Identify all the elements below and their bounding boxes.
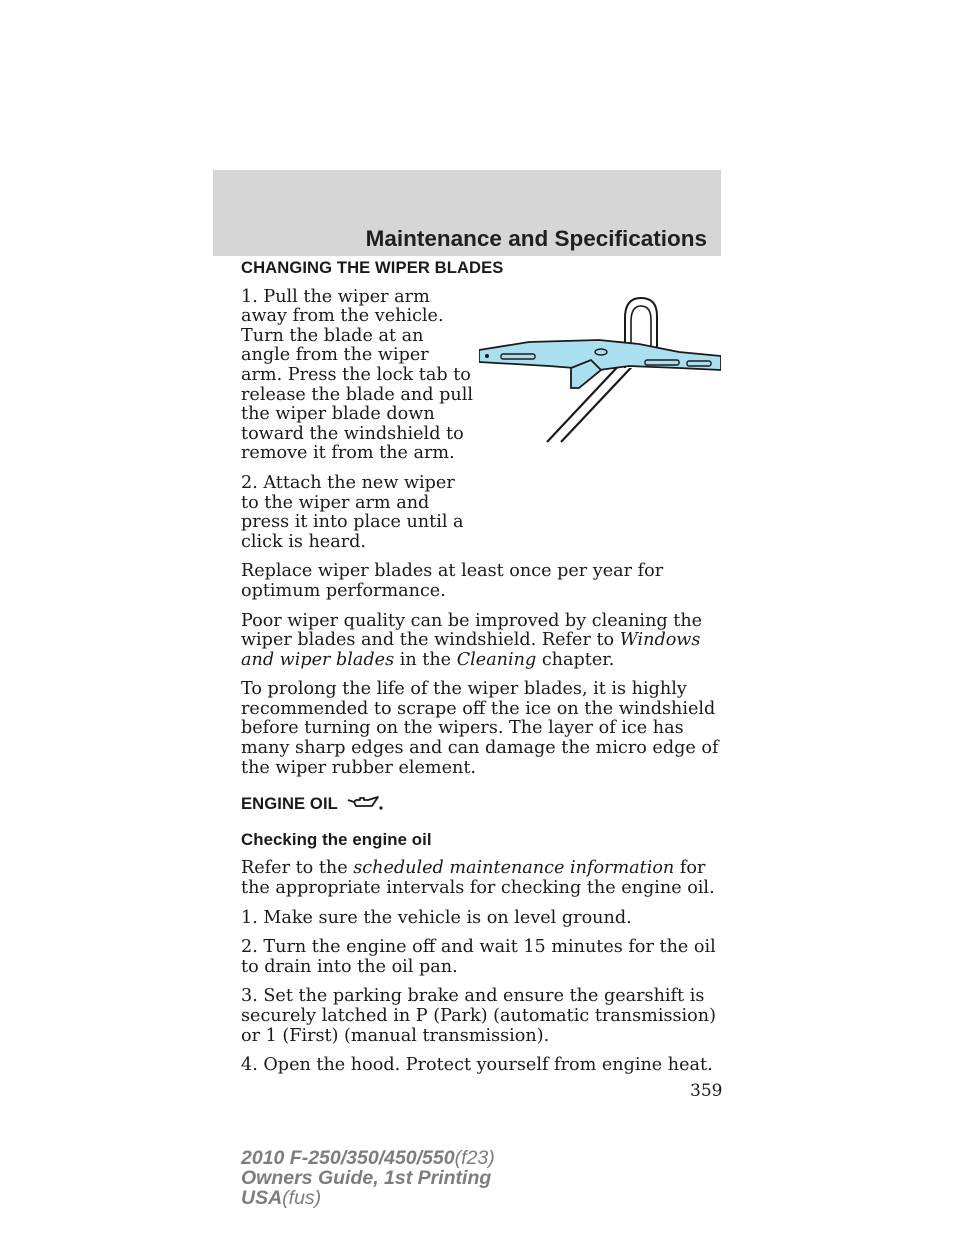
footer-region-line: USA(fus) <box>241 1187 322 1209</box>
footer-model-line: 2010 F-250/350/450/550(f23) <box>241 1147 495 1169</box>
oil-step-1: 1. Make sure the vehicle is on level ground. <box>241 907 632 928</box>
engine-oil-section <box>241 794 721 1076</box>
wiper-blade-illustration <box>479 288 721 444</box>
cross-reference-cleaning: Cleaning <box>456 649 537 670</box>
oil-step-4: 4. Open the hood. Protect yourself from engine heat. <box>241 1055 713 1076</box>
engine-oil-heading: ENGINE OIL <box>241 794 721 814</box>
wiper-step-2: 2. Attach the new wiper to the wiper arm and press it into place until a click is heard. <box>241 472 464 552</box>
oil-step-3: 3. Set the parking brake and ensure the gearshift is securely latched in P (Park) (automatic transmission) or 1 (First) (manual transmission). <box>241 986 716 1046</box>
footer-edition-line: Owners Guide, 1st Printing <box>241 1167 492 1189</box>
wiper-step-1: 1. Pull the wiper arm away from the vehicle. Turn the blade at an angle from the wiper arm. Press the lock tab to release the blade and pull the wiper blade down toward the windshield to remove it from the arm. <box>241 286 473 464</box>
wiper-ice-note: To prolong the life of the wiper blades, it is highly recommended to scrape off the ice on the windshield before turning on the wipers. The layer of ice has many sharp edges and can damage the micro edge of the wiper rubber element. <box>241 679 719 778</box>
oil-intro: Refer to the scheduled maintenance information for the appropriate intervals for checking the engine oil. <box>241 858 715 899</box>
wiper-replace-note: Replace wiper blades at least once per year for optimum performance. <box>241 561 664 601</box>
wiper-heading: CHANGING THE WIPER BLADES <box>241 258 504 277</box>
section-header-band <box>213 170 721 256</box>
oil-step-2: 2. Turn the engine off and wait 15 minutes for the oil to drain into the oil pan. <box>241 937 716 977</box>
page-number: 359 <box>690 1081 723 1101</box>
cross-reference-windows: Windows and wiper blades <box>241 630 701 670</box>
wiper-section <box>241 258 721 778</box>
cross-reference-scheduled-maintenance: scheduled maintenance information <box>353 858 675 879</box>
wiper-quality-note: Poor wiper quality can be improved by cleaning the wiper blades and the windshield. Refer to Windows and wiper blades in the Cleaning chapter. <box>241 610 703 670</box>
checking-oil-subheading: Checking the engine oil <box>241 829 432 849</box>
section-title: Maintenance and Specifications <box>365 226 707 251</box>
document-footer <box>241 1148 495 1208</box>
oil-can-icon <box>346 794 384 812</box>
page-content <box>241 258 721 1076</box>
